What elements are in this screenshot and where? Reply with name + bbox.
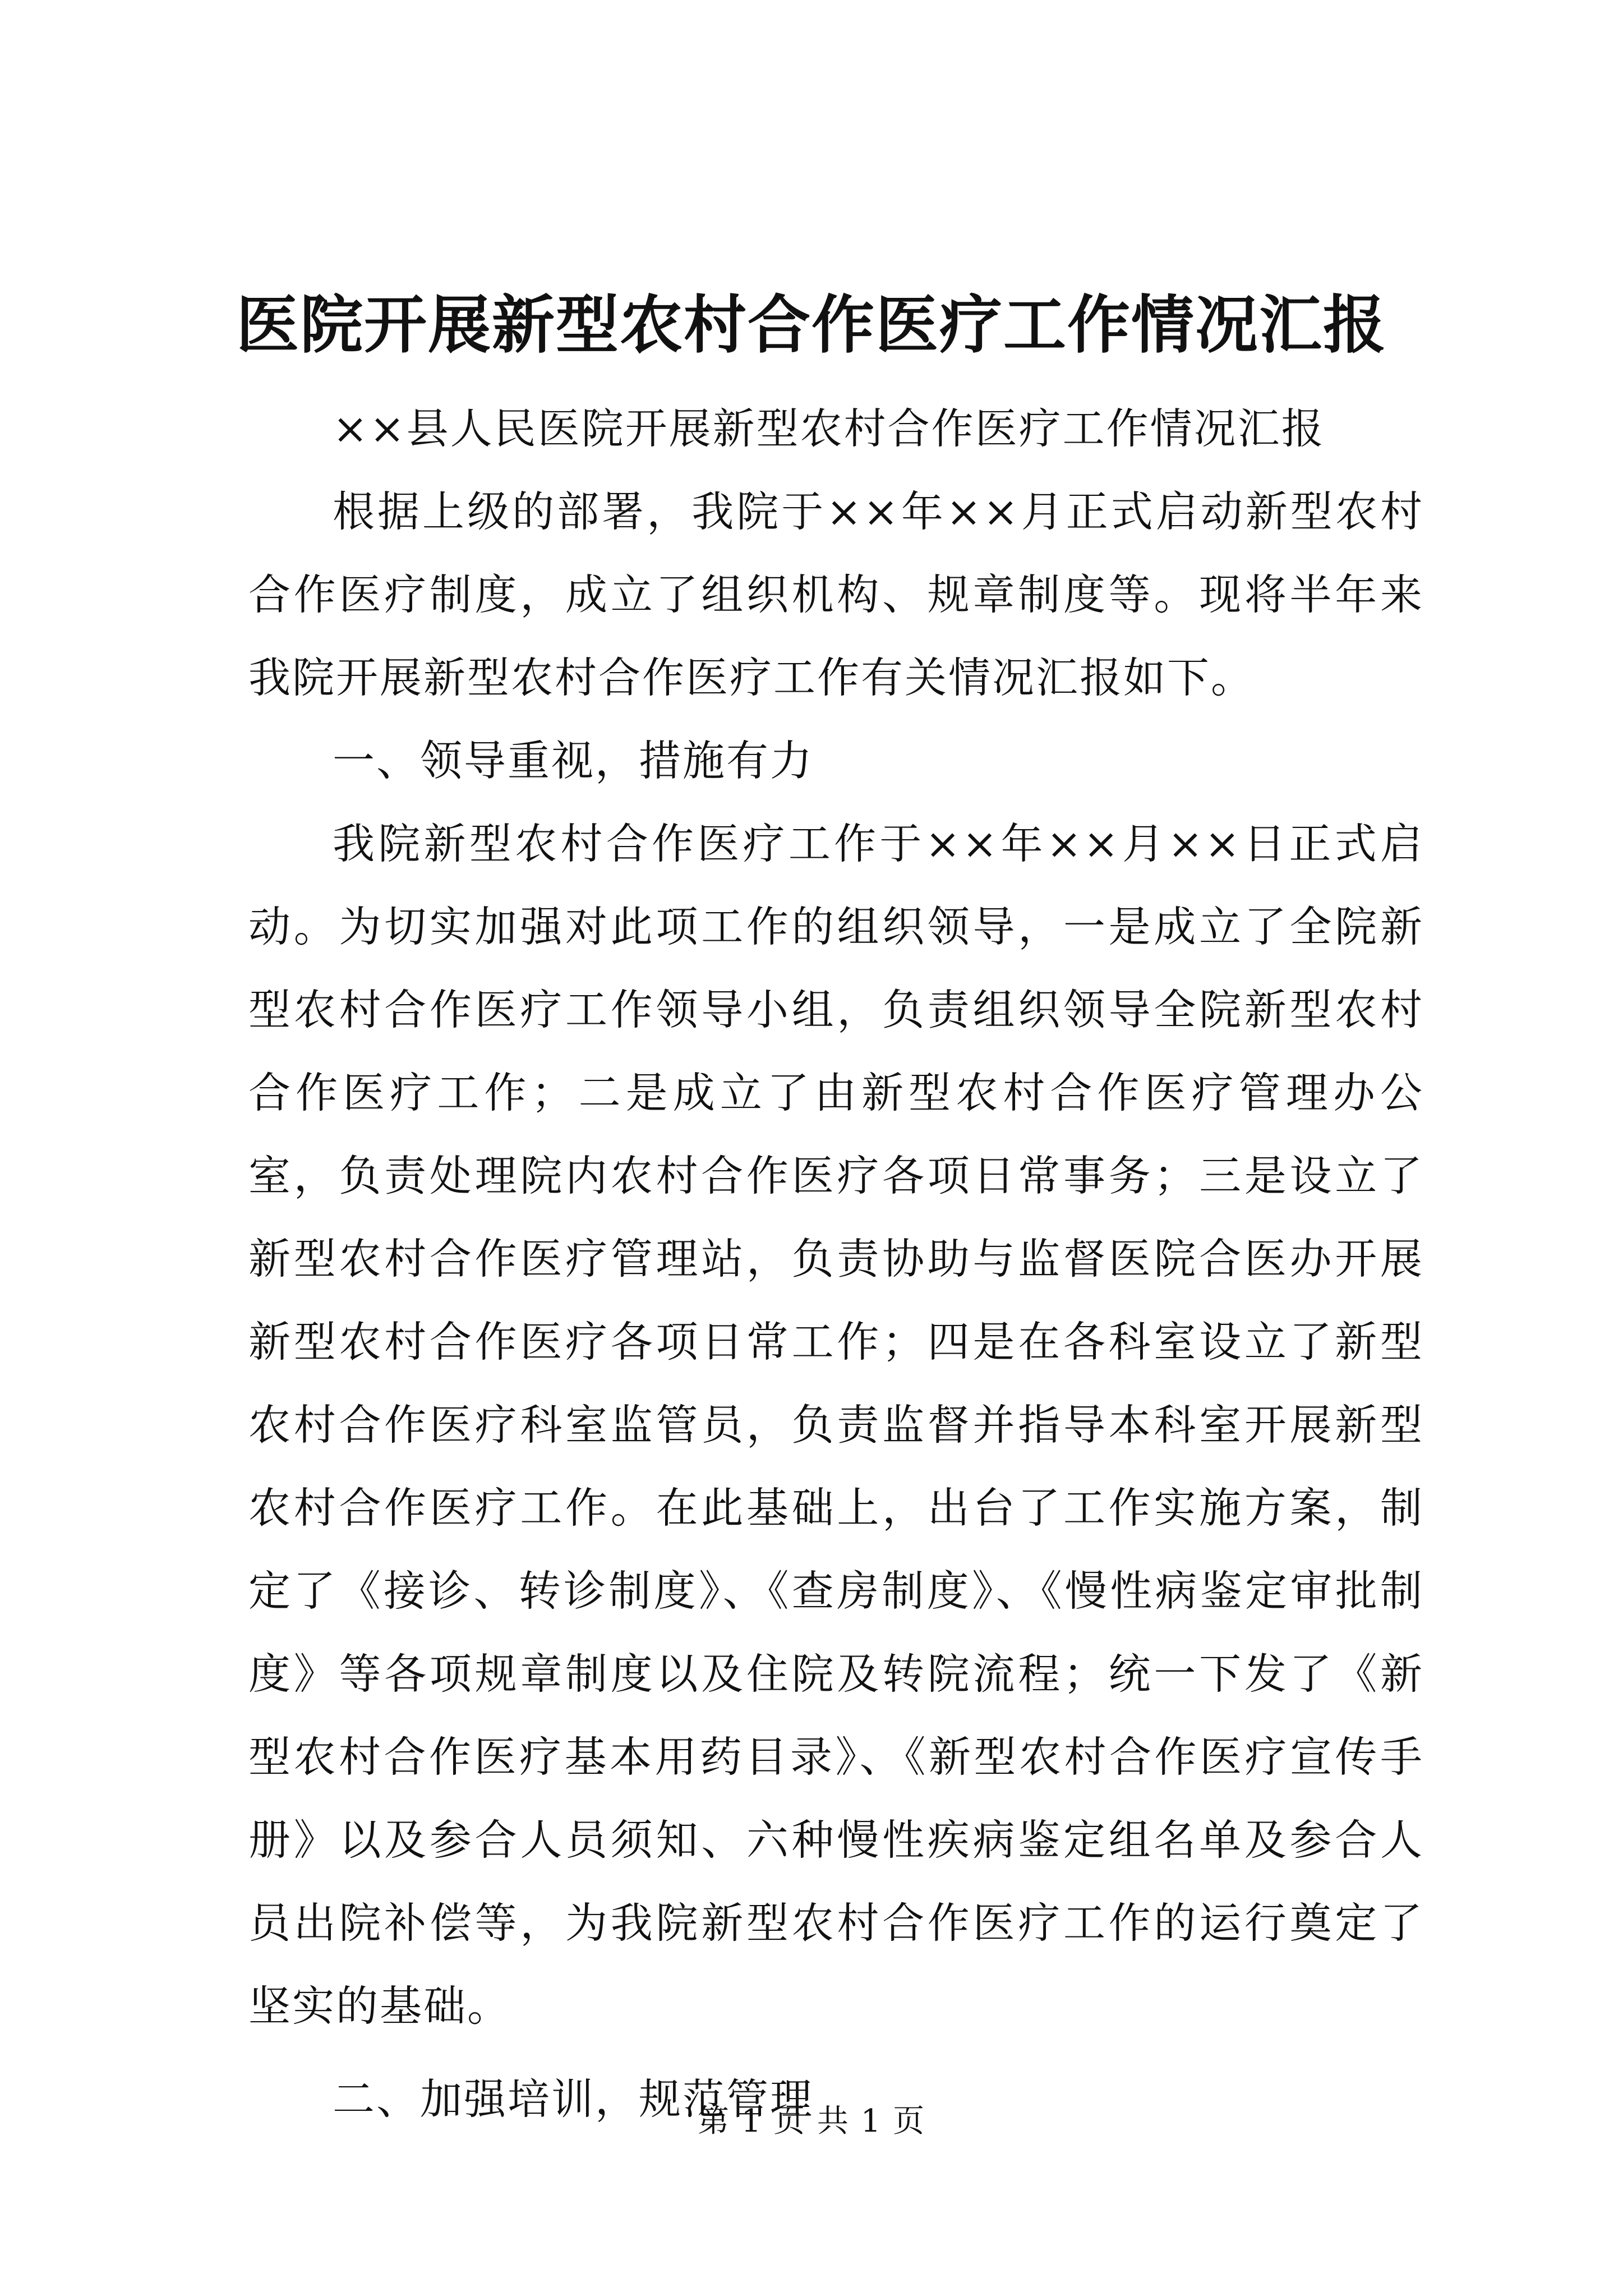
document-body — [248, 387, 1424, 2141]
document-title: 医院开展新型农村合作医疗工作情况汇报 — [236, 288, 1387, 362]
page-footer: 第 1 页 共 1 页 — [697, 2103, 926, 2139]
section-heading-2: 二、加强培训，规范管理 — [333, 2074, 814, 2124]
section-1-paragraph: 我院新型农村合作医疗工作于××年××月××日正式启动。为切实加强对此项工作的组织领导，一是成立了全院新型农村合作医疗工作领导小组，负责组织领导全院新型农村合作医疗工作；二是成立了由新型农村合作医疗管理办公室，负责处理院内农村合作医疗各项日常事务；三是设立了新型农村合作医疗管理站，负责协助与监督医院合医办开展新型农村合作医疗各项日常工作；四是在各科室设立了新型农村合作医疗科室监管员，负责监督并指导本科室开展新型农村合作医疗工作。在此基础上，出台了工作实施方案，制定了《接诊、转诊制度》、《查房制度》、《慢性病鉴定审批制度》等各项规章制度以及住院及转院流程；统一下发了《新型农村合作医疗基本用药目录》、《新型农村合作医疗宣传手册》以及参合人员须知、六种慢性疾病鉴定组名单及参合人员出院补偿等，为我院新型农村合作医疗工作的运行奠定了坚实的基础。 — [248, 819, 1424, 2031]
subtitle-paragraph: ××县人民医院开展新型农村合作医疗工作情况汇报 — [333, 404, 1325, 453]
intro-paragraph: 根据上级的部署，我院于××年××月正式启动新型农村合作医疗制度，成立了组织机构、规章制度等。现将半年来我院开展新型农村合作医疗工作有关情况汇报如下。 — [248, 487, 1424, 702]
section-heading-1: 一、领导重视，措施有力 — [333, 736, 814, 785]
